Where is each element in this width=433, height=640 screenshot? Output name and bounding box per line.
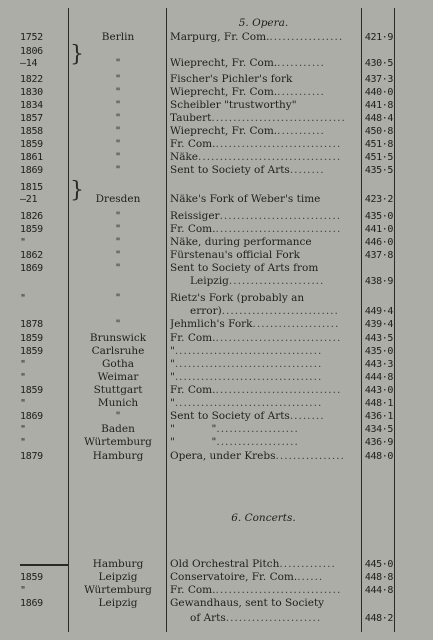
authority-text: Sent to Society of Arts	[170, 164, 290, 176]
authority-text: Jehmlich's Fork	[170, 318, 253, 330]
place-cell: "	[115, 138, 121, 150]
authority-cell	[170, 384, 358, 397]
table-row	[0, 138, 433, 151]
pitch-cell: 436·1	[364, 411, 393, 422]
pitch-cell: 421·9	[364, 32, 393, 43]
table-row	[0, 275, 433, 288]
year-cell: 1752	[20, 32, 43, 43]
table-row	[0, 384, 433, 397]
place-cell: "	[115, 318, 121, 330]
authority-text: Leipzig	[170, 275, 229, 287]
authority-text: Opera, under Krebs	[170, 450, 276, 462]
place-cell: "	[115, 249, 121, 261]
place-cell: Würtemburg	[84, 436, 152, 448]
place-cell: Gotha	[102, 358, 134, 370]
dot-leader: .............................	[215, 138, 342, 150]
dot-leader: ...................	[216, 436, 299, 448]
dot-leader: .............................	[215, 223, 342, 235]
authority-text: Fr. Com.	[170, 223, 216, 235]
year-cell: 1859	[20, 224, 43, 235]
authority-text: Wieprecht, Fr. Com.	[170, 86, 278, 98]
authority-cell	[170, 99, 358, 112]
authority-cell	[170, 397, 358, 410]
authority-text: "	[170, 345, 175, 357]
table-row	[0, 410, 433, 423]
authority-text: Sent to Society of Arts	[170, 410, 290, 422]
authority-text: " "	[170, 423, 217, 435]
place-cell: "	[115, 410, 121, 422]
pitch-cell: 443·5	[364, 333, 393, 344]
pitch-cell: 445·0	[364, 559, 393, 570]
pitch-cell: 448·1	[364, 398, 393, 409]
pitch-cell: 435·0	[364, 346, 393, 357]
authority-cell	[170, 236, 358, 249]
place-cell: "	[115, 57, 121, 69]
place-cell: Weimar	[97, 371, 139, 383]
dot-leader: ........	[289, 164, 325, 176]
pitch-cell: 443·3	[364, 359, 393, 370]
dot-leader: ......................	[228, 275, 325, 287]
year-cell: —21	[20, 194, 38, 205]
dot-leader: ........	[289, 410, 325, 422]
table-row	[0, 345, 433, 358]
authority-text: "	[170, 358, 175, 370]
pitch-cell: 444·8	[364, 372, 393, 383]
authority-text: error)	[170, 305, 222, 317]
table-row	[0, 305, 433, 318]
year-cell: 1830	[20, 87, 43, 98]
place-cell: "	[115, 236, 121, 248]
table-row	[0, 436, 433, 449]
dot-leader: .............	[279, 558, 336, 570]
place-cell: "	[115, 210, 121, 222]
dot-leader: ..................................	[174, 358, 323, 370]
table-row	[0, 193, 433, 206]
dot-leader: ..................................	[174, 371, 323, 383]
place-cell: "	[115, 262, 121, 274]
table-row	[0, 423, 433, 436]
year-cell: 1869	[20, 411, 43, 422]
dot-leader: .............................	[215, 584, 342, 596]
table-row	[0, 210, 433, 223]
year-cell: 1815	[20, 182, 43, 193]
section-heading-opera: 5. Opera.	[238, 17, 289, 29]
authority-cell	[170, 164, 358, 177]
place-cell: "	[115, 151, 121, 163]
authority-cell	[170, 305, 358, 318]
table-row	[0, 450, 433, 463]
table-row	[0, 612, 433, 625]
table-row	[0, 73, 433, 86]
pitch-cell: 443·0	[364, 385, 393, 396]
table-row	[0, 397, 433, 410]
place-cell: Leipzig	[98, 571, 138, 583]
authority-cell	[170, 31, 358, 44]
table-row	[0, 99, 433, 112]
authority-cell	[170, 86, 358, 99]
year-cell: 1869	[20, 598, 43, 609]
authority-text: Conservatoire, Fr. Com.	[170, 571, 298, 583]
pitch-cell: 446·0	[364, 237, 393, 248]
year-cell: 1869	[20, 263, 43, 274]
dot-leader: ......	[297, 571, 324, 583]
pitch-cell: 423·2	[364, 194, 393, 205]
place-cell: Dresden	[95, 193, 141, 205]
authority-text: Reissiger	[170, 210, 220, 222]
authority-text: "	[170, 397, 175, 409]
authority-text: Rietz's Fork (probably an	[170, 292, 305, 304]
pitch-cell: 437·8	[364, 250, 393, 261]
place-cell: "	[115, 164, 121, 176]
year-cell: 1806	[20, 46, 43, 57]
authority-cell	[170, 210, 358, 223]
place-cell: Hamburg	[92, 450, 144, 462]
place-cell: Hamburg	[92, 558, 144, 570]
year-cell: "	[20, 237, 26, 248]
dot-leader: ...........	[277, 125, 325, 137]
year-cell: 1859	[20, 572, 43, 583]
authority-cell	[170, 371, 358, 384]
authority-text: Taubert	[170, 112, 212, 124]
place-cell: Munich	[97, 397, 139, 409]
authority-cell	[170, 249, 358, 262]
pitch-cell: 448·8	[364, 572, 393, 583]
dot-leader: ...........	[277, 57, 325, 69]
year-cell: 1834	[20, 100, 43, 111]
dot-leader: .................................	[198, 151, 342, 163]
place-cell: Würtemburg	[84, 584, 152, 596]
place-cell: "	[115, 99, 121, 111]
dot-leader: ....................	[252, 318, 340, 330]
year-cell: "	[20, 359, 26, 370]
place-cell: "	[115, 73, 121, 85]
pitch-cell: 451·5	[364, 152, 393, 163]
table-row	[0, 292, 433, 305]
pitch-cell: 435·0	[364, 211, 393, 222]
brace-glyph: }	[70, 178, 84, 203]
pitch-cell: 437·3	[364, 74, 393, 85]
pitch-cell: 430·5	[364, 58, 393, 69]
authority-text: Wieprecht, Fr. Com.	[170, 57, 278, 69]
authority-text: Näke, during performance	[170, 236, 312, 248]
dot-leader: ...........	[277, 86, 325, 98]
year-cell: "	[20, 293, 26, 304]
authority-cell	[170, 410, 358, 423]
authority-text: Old Orchestral Pitch	[170, 558, 280, 570]
authority-cell	[170, 318, 358, 331]
place-cell: Carlsruhe	[91, 345, 145, 357]
table-row	[0, 125, 433, 138]
year-cell: "	[20, 585, 26, 596]
dot-leader: ..................................	[174, 345, 323, 357]
pitch-cell: 441·0	[364, 224, 393, 235]
brace-glyph: }	[70, 42, 84, 67]
authority-text: Gewandhaus, sent to Society	[170, 597, 325, 609]
table-row	[0, 597, 433, 610]
authority-cell	[170, 450, 358, 463]
year-cell: 1859	[20, 385, 43, 396]
authority-cell	[170, 292, 358, 305]
year-cell: "	[20, 398, 26, 409]
pitch-cell: 450·8	[364, 126, 393, 137]
table-row	[0, 164, 433, 177]
place-cell: "	[115, 112, 121, 124]
authority-cell	[170, 112, 358, 125]
year-cell: 1859	[20, 139, 43, 150]
dot-leader: ..................................	[174, 397, 323, 409]
table-row	[0, 249, 433, 262]
dot-leader: ................	[275, 450, 345, 462]
pitch-cell: 435·5	[364, 165, 393, 176]
table-row	[0, 236, 433, 249]
table-row	[0, 31, 433, 44]
authority-text: Sent to Society of Arts from	[170, 262, 319, 274]
place-cell: "	[115, 292, 121, 304]
pitch-cell: 440·0	[364, 87, 393, 98]
pitch-cell: 438·9	[364, 276, 393, 287]
year-cell: 1879	[20, 451, 43, 462]
pitch-cell: 441·8	[364, 100, 393, 111]
authority-cell	[170, 571, 358, 584]
table-row	[0, 371, 433, 384]
authority-cell	[170, 332, 358, 345]
table-row	[0, 332, 433, 345]
year-cell: 1857	[20, 113, 43, 124]
year-cell: 1869	[20, 165, 43, 176]
authority-text: Fr. Com.	[170, 584, 216, 596]
authority-text: Marpurg, Fr. Com.	[170, 31, 270, 43]
authority-cell	[170, 151, 358, 164]
pitch-cell: 448·2	[364, 613, 393, 624]
authority-text: Scheibler "trustworthy"	[170, 99, 297, 111]
table-row	[0, 262, 433, 275]
authority-cell	[170, 193, 358, 206]
year-cell: —14	[20, 58, 38, 69]
authority-cell	[170, 73, 358, 86]
place-cell: "	[115, 223, 121, 235]
dot-leader: .............................	[215, 332, 342, 344]
pitch-cell: 444·8	[364, 585, 393, 596]
authority-text: Fr. Com.	[170, 138, 216, 150]
pitch-cell: 448·4	[364, 113, 393, 124]
authority-cell	[170, 125, 358, 138]
year-cell: "	[20, 424, 26, 435]
authority-text: "	[170, 371, 175, 383]
year-cell: 1858	[20, 126, 43, 137]
table-row	[0, 57, 433, 70]
year-cell: 1861	[20, 152, 43, 163]
dot-leader: .................	[269, 31, 344, 43]
authority-cell	[170, 423, 358, 436]
table-row	[0, 318, 433, 331]
authority-text: Fürstenau's official Fork	[170, 249, 301, 261]
table-row	[0, 571, 433, 584]
place-cell: Brunswick	[89, 332, 147, 344]
authority-cell	[170, 275, 358, 288]
authority-cell	[170, 138, 358, 151]
authority-cell	[170, 436, 358, 449]
year-cell: 1878	[20, 319, 43, 330]
dot-leader: ............................	[219, 210, 342, 222]
place-cell: Stuttgart	[93, 384, 143, 396]
table-row	[0, 358, 433, 371]
authority-cell	[170, 345, 358, 358]
place-cell: "	[115, 125, 121, 137]
place-cell: Baden	[101, 423, 135, 435]
pitch-cell: 448·0	[364, 451, 393, 462]
authority-cell	[170, 584, 358, 597]
dot-leader: ...........................	[221, 305, 339, 317]
authority-text: of Arts	[170, 612, 226, 624]
authority-text: Näke's Fork of Weber's time	[170, 193, 321, 205]
authority-text: Fischer's Pichler's fork	[170, 73, 293, 85]
pitch-cell: 436·9	[364, 437, 393, 448]
year-cell: 1862	[20, 250, 43, 261]
authority-cell	[170, 262, 358, 275]
authority-text: Wieprecht, Fr. Com.	[170, 125, 278, 137]
pitch-cell: 451·8	[364, 139, 393, 150]
year-cell: 1822	[20, 74, 43, 85]
authority-text: Fr. Com.	[170, 332, 216, 344]
pitch-cell: 449·4	[364, 306, 393, 317]
authority-cell	[170, 358, 358, 371]
section-heading-concerts: 6. Concerts.	[231, 512, 296, 524]
authority-text: " "	[170, 436, 217, 448]
authority-cell	[170, 612, 358, 625]
table-row	[0, 558, 433, 571]
year-cell: 1826	[20, 211, 43, 222]
table-row	[0, 112, 433, 125]
dot-leader: ......................	[225, 612, 322, 624]
authority-text: Näke	[170, 151, 199, 163]
place-cell: Leipzig	[98, 597, 138, 609]
dot-leader: .............................	[215, 384, 342, 396]
authority-cell	[170, 57, 358, 70]
place-cell: "	[115, 86, 121, 98]
authority-cell	[170, 597, 358, 610]
table-row	[0, 223, 433, 236]
authority-text: Fr. Com.	[170, 384, 216, 396]
place-cell: Berlin	[101, 31, 135, 43]
dot-leader: ...................	[216, 423, 299, 435]
year-cell: "	[20, 437, 26, 448]
pitch-cell: 439·4	[364, 319, 393, 330]
table-row	[0, 584, 433, 597]
dot-leader: ...............................	[211, 112, 346, 124]
pitch-cell: 434·5	[364, 424, 393, 435]
authority-cell	[170, 558, 358, 571]
year-cell: 1859	[20, 333, 43, 344]
year-cell: "	[20, 372, 26, 383]
authority-cell	[170, 223, 358, 236]
year-cell: 1859	[20, 346, 43, 357]
table-row	[0, 86, 433, 99]
table-row	[0, 151, 433, 164]
